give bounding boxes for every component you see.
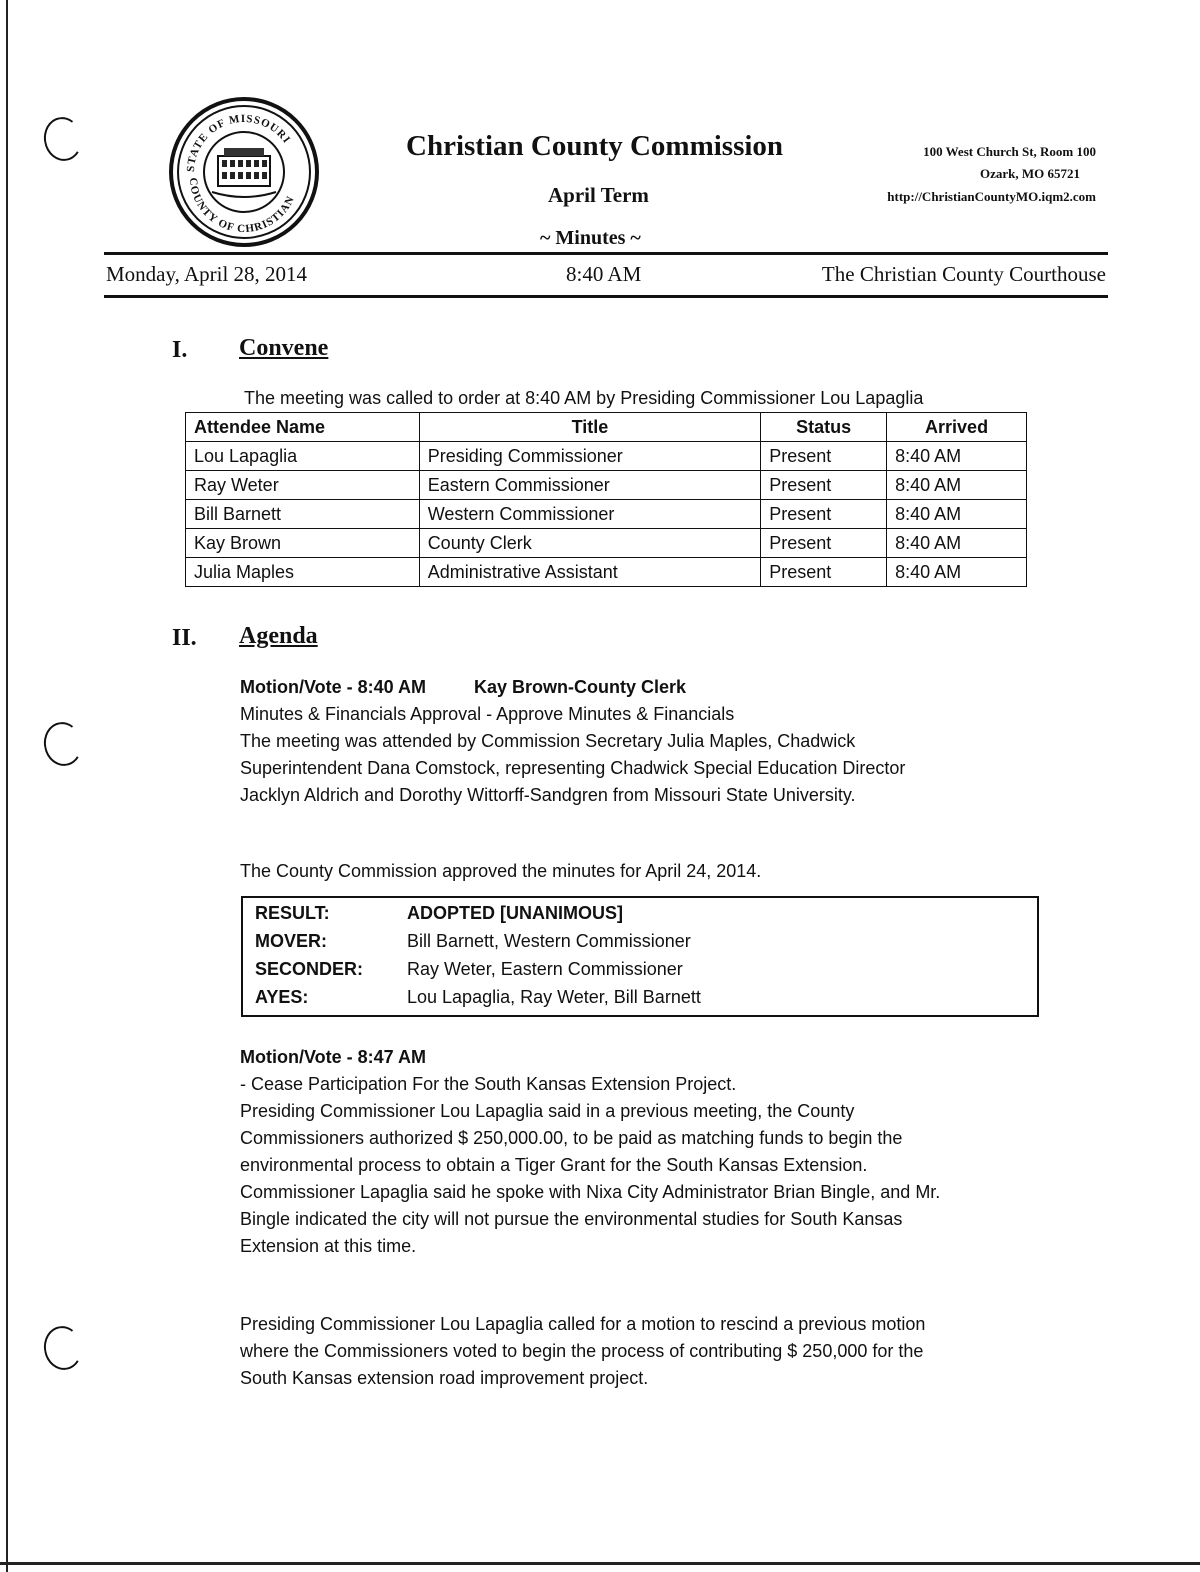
punch-hole bbox=[40, 719, 85, 769]
agenda-item-subject: Minutes & Financials Approval - Approve Minutes & Financials bbox=[240, 704, 735, 724]
vote-value: Ray Weter, Eastern Commissioner bbox=[407, 959, 683, 979]
website-link[interactable]: http://ChristianCountyMO.iqm2.com bbox=[887, 189, 1096, 204]
address-line-1: 100 West Church St, Room 100 bbox=[923, 144, 1096, 159]
punch-hole bbox=[40, 1323, 85, 1373]
attendee-name: Julia Maples bbox=[186, 558, 420, 587]
column-header: Attendee Name bbox=[186, 413, 420, 442]
meeting-date: Monday, April 28, 2014 bbox=[106, 262, 308, 286]
attendee-status: Present bbox=[761, 529, 887, 558]
seal-text-bottom: COUNTY OF CHRISTIAN bbox=[186, 177, 298, 236]
punch-hole bbox=[40, 114, 85, 164]
table-row bbox=[186, 442, 1027, 471]
attendee-arrived: 8:40 AM bbox=[887, 558, 1027, 587]
attendance-table bbox=[185, 412, 1027, 587]
attendee-status: Present bbox=[761, 471, 887, 500]
table-row bbox=[186, 558, 1027, 587]
paragraph-line: Commissioner Lapaglia said he spoke with Nixa City Administrator Brian Bingle, and Mr. bbox=[240, 1182, 941, 1202]
paragraph-line: South Kansas extension road improvement project. bbox=[240, 1368, 649, 1388]
header-rule bbox=[104, 295, 1108, 298]
county-seal-logo bbox=[168, 96, 320, 248]
attendee-title: Presiding Commissioner bbox=[419, 442, 761, 471]
attendee-name: Kay Brown bbox=[186, 529, 420, 558]
paragraph-line: Commissioners authorized $ 250,000.00, to be paid as matching funds to begin the bbox=[240, 1128, 903, 1148]
table-row bbox=[186, 471, 1027, 500]
vote-row bbox=[255, 959, 683, 980]
paragraph-line: environmental process to obtain a Tiger Grant for the South Kansas Extension. bbox=[240, 1155, 868, 1175]
attendee-title: Western Commissioner bbox=[419, 500, 761, 529]
vote-row bbox=[255, 931, 691, 952]
attendee-title: Eastern Commissioner bbox=[419, 471, 761, 500]
vote-label: SECONDER: bbox=[255, 959, 364, 979]
section-title-agenda: Agenda bbox=[239, 623, 318, 649]
vote-label: AYES: bbox=[255, 987, 309, 1007]
attendee-name: Lou Lapaglia bbox=[186, 442, 420, 471]
agenda-item-time: Motion/Vote - 8:40 AM bbox=[240, 677, 426, 697]
table-row bbox=[186, 529, 1027, 558]
attendee-status: Present bbox=[761, 442, 887, 471]
paragraph-line: Extension at this time. bbox=[240, 1236, 417, 1256]
attendee-status: Present bbox=[761, 500, 887, 529]
paragraph-line: Superintendent Dana Comstock, representing Chadwick Special Education Director bbox=[240, 758, 906, 778]
paragraph-line: where the Commissioners voted to begin the process of contributing $ 250,000 for the bbox=[240, 1341, 924, 1361]
header-rule bbox=[104, 252, 1108, 255]
attendee-arrived: 8:40 AM bbox=[887, 442, 1027, 471]
attendee-name: Bill Barnett bbox=[186, 500, 420, 529]
meeting-location: The Christian County Courthouse bbox=[821, 262, 1106, 286]
seal-text-top: STATE OF MISSOURI bbox=[184, 112, 293, 173]
commission-title: Christian County Commission bbox=[406, 130, 784, 162]
attendee-title: County Clerk bbox=[419, 529, 761, 558]
approval-statement: The County Commission approved the minutes for April 24, 2014. bbox=[240, 861, 762, 881]
paragraph-line: Presiding Commissioner Lou Lapaglia said in a previous meeting, the County bbox=[240, 1101, 855, 1121]
vote-row bbox=[255, 903, 623, 924]
vote-result-box bbox=[241, 896, 1039, 1017]
attendee-status: Present bbox=[761, 558, 887, 587]
agenda-item-presenter: Kay Brown-County Clerk bbox=[474, 677, 687, 697]
vote-row bbox=[255, 987, 701, 1008]
column-header: Title bbox=[419, 413, 761, 442]
meeting-time: 8:40 AM bbox=[566, 262, 642, 286]
section-number: I. bbox=[172, 337, 188, 363]
paragraph-line: Presiding Commissioner Lou Lapaglia called for a motion to rescind a previous motion bbox=[240, 1314, 926, 1334]
scan-edge bbox=[0, 1562, 1200, 1565]
vote-value: ADOPTED [UNANIMOUS] bbox=[407, 903, 623, 923]
column-header: Status bbox=[761, 413, 887, 442]
vote-value: Lou Lapaglia, Ray Weter, Bill Barnett bbox=[407, 987, 701, 1007]
column-header: Arrived bbox=[887, 413, 1027, 442]
paragraph-line: Bingle indicated the city will not pursue the environmental studies for South Kansas bbox=[240, 1209, 903, 1229]
convene-statement: The meeting was called to order at 8:40 AM by Presiding Commissioner Lou Lapaglia bbox=[244, 388, 924, 408]
agenda-item-heading: Motion/Vote - 8:47 AM bbox=[240, 1047, 426, 1067]
term-label: April Term bbox=[548, 183, 649, 207]
scan-edge bbox=[6, 0, 8, 1572]
table-header-row bbox=[186, 413, 1027, 442]
paragraph-line: The meeting was attended by Commission Secretary Julia Maples, Chadwick bbox=[240, 731, 856, 751]
vote-label: RESULT: bbox=[255, 903, 330, 923]
address-line-2: Ozark, MO 65721 bbox=[979, 166, 1080, 181]
table-row bbox=[186, 500, 1027, 529]
minutes-label: ~ Minutes ~ bbox=[540, 227, 641, 249]
agenda-item-heading bbox=[240, 674, 686, 701]
agenda-item-subject: - Cease Participation For the South Kansas Extension Project. bbox=[240, 1074, 737, 1094]
attendee-arrived: 8:40 AM bbox=[887, 500, 1027, 529]
attendee-title: Administrative Assistant bbox=[419, 558, 761, 587]
section-title-convene: Convene bbox=[239, 335, 329, 361]
section-number: II. bbox=[172, 625, 197, 651]
vote-value: Bill Barnett, Western Commissioner bbox=[407, 931, 691, 951]
vote-label: MOVER: bbox=[255, 931, 327, 951]
attendee-name: Ray Weter bbox=[186, 471, 420, 500]
attendee-arrived: 8:40 AM bbox=[887, 471, 1027, 500]
paragraph-line: Jacklyn Aldrich and Dorothy Wittorff-Sandgren from Missouri State University. bbox=[240, 785, 856, 805]
attendee-arrived: 8:40 AM bbox=[887, 529, 1027, 558]
